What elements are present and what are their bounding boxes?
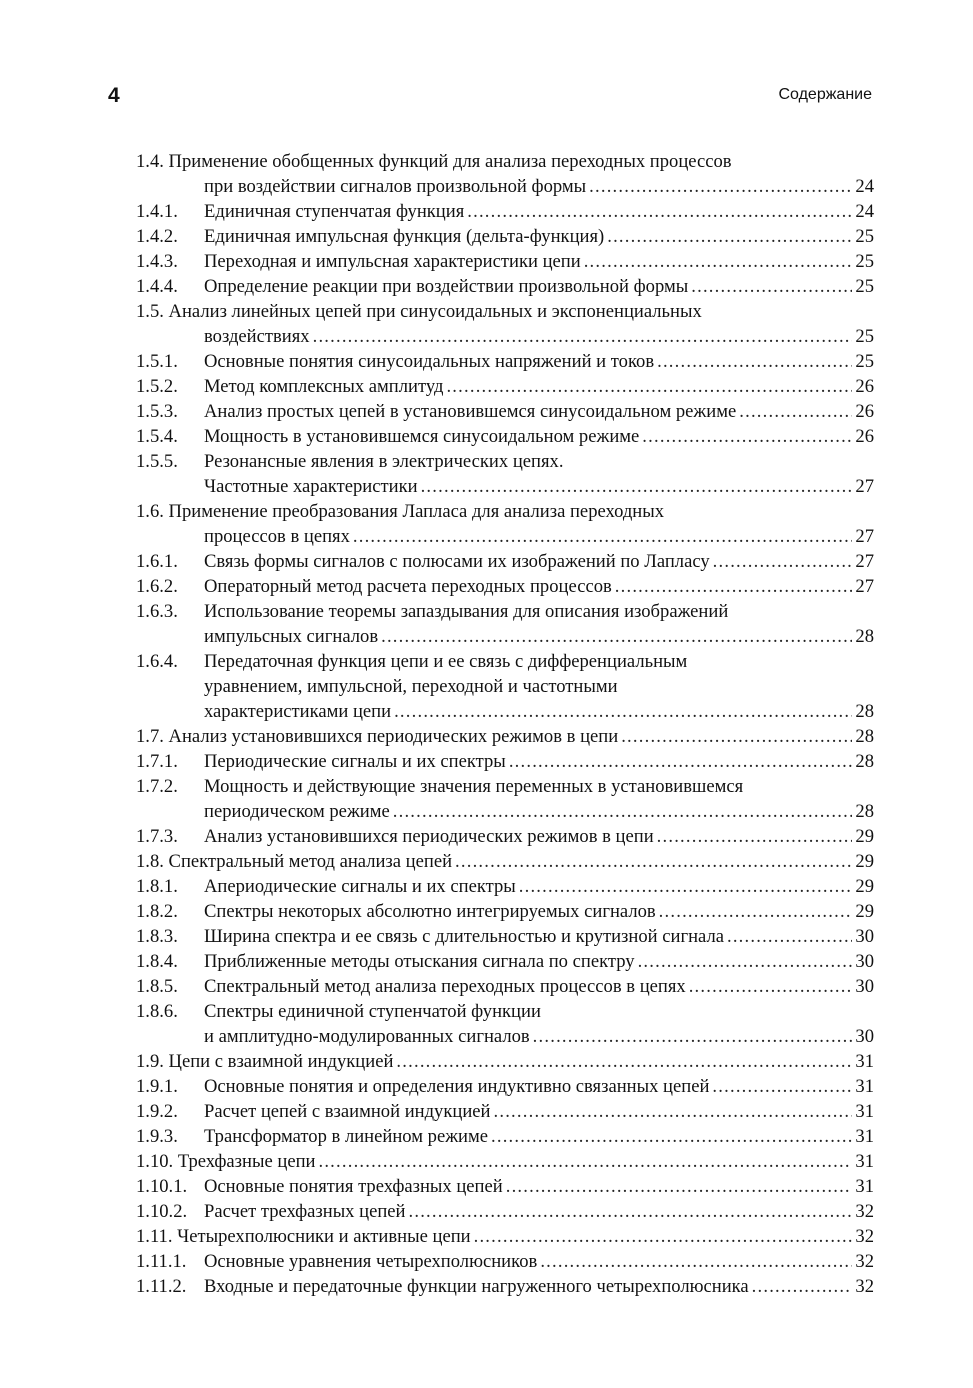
toc-entry [136, 924, 874, 949]
toc-entry [136, 1174, 874, 1199]
toc-entry-title: Мощность в установившемся синусоидальном режиме [204, 426, 640, 447]
toc-entry [136, 274, 874, 299]
toc-entry [136, 524, 874, 549]
dot-leader [409, 1199, 853, 1224]
toc-entry-number: 1.7.2. [136, 776, 178, 797]
toc-entry [136, 1049, 874, 1074]
toc-entry-page: 25 [855, 226, 874, 247]
toc-entry [136, 1099, 874, 1124]
toc-entry-page: 28 [855, 801, 874, 822]
dot-leader [691, 274, 852, 299]
toc-entry-page: 28 [855, 726, 874, 747]
toc-entry-number: 1.10.1. [136, 1176, 188, 1197]
toc-entry [136, 1249, 874, 1274]
toc-entry-page: 27 [855, 476, 874, 497]
toc-entry-title: Основные понятия синусоидальных напряжений и токов [204, 351, 655, 372]
toc-entry [136, 349, 874, 374]
dot-leader [713, 549, 853, 574]
toc-entry [136, 499, 874, 524]
toc-entry-number: 1.11.1. [136, 1251, 187, 1272]
toc-entry-title: Основные понятия трехфазных цепей [204, 1176, 503, 1197]
toc-entry-page: 26 [855, 401, 874, 422]
toc-entry-number: 1.8.6. [136, 1001, 178, 1022]
toc-entry-title: Спектры некоторых абсолютно интегрируемых сигналов [204, 901, 656, 922]
toc-entry [136, 874, 874, 899]
toc-entry [136, 749, 874, 774]
toc-entry-number: 1.4.1. [136, 201, 178, 222]
toc-entry [136, 849, 874, 874]
toc-entry-page: 32 [855, 1276, 874, 1297]
toc-entry-title: периодическом режиме [204, 801, 390, 822]
dot-leader [712, 1074, 852, 1099]
toc-entry-number: 1.11.2. [136, 1276, 187, 1297]
toc-entry [136, 1274, 874, 1299]
dot-leader [509, 749, 853, 774]
toc-entry-title: характеристиками цепи [204, 701, 392, 722]
toc-entry [136, 1124, 874, 1149]
toc-entry-number: 1.5.1. [136, 351, 178, 372]
toc-entry-page: 26 [855, 426, 874, 447]
toc-entry-title: Анализ простых цепей в установившемся синусоидальном режиме [204, 401, 737, 422]
toc-entry-title: Передаточная функция цепи и ее связь с дифференциальным [204, 651, 688, 672]
toc-entry [136, 299, 874, 324]
toc-entry [136, 699, 874, 724]
dot-leader [615, 574, 853, 599]
toc-entry-number: 1.8.4. [136, 951, 178, 972]
dot-leader [621, 724, 852, 749]
toc-entry [136, 149, 874, 174]
toc-entry-title: Расчет цепей с взаимной индукцией [204, 1101, 491, 1122]
toc-entry-page: 29 [855, 826, 874, 847]
toc-entry-page: 25 [855, 351, 874, 372]
dot-leader [446, 374, 852, 399]
toc-entry-title: Приближенные методы отыскания сигнала по спектру [204, 951, 635, 972]
dot-leader [659, 899, 853, 924]
toc-entry-title: Частотные характеристики [204, 476, 418, 497]
toc-entry-title: Спектральный метод анализа переходных процессов в цепях [204, 976, 686, 997]
dot-leader [519, 874, 853, 899]
toc-entry [136, 374, 874, 399]
toc-entry [136, 899, 874, 924]
toc-entry-number: 1.9.2. [136, 1101, 178, 1122]
toc-entry-number: 1.9.1. [136, 1076, 178, 1097]
toc-entry [136, 1074, 874, 1099]
toc-entry-title: 1.4. Применение обобщенных функций для анализа переходных процессов [136, 151, 732, 172]
running-title: Содержание [778, 86, 872, 103]
toc-entry-title: Апериодические сигналы и их спектры [204, 876, 516, 897]
toc-entry-title: и амплитудно-модулированных сигналов [204, 1026, 530, 1047]
toc-entry-number: 1.6.4. [136, 651, 178, 672]
toc-entry-title: 1.9. Цепи с взаимной индукцией [136, 1051, 394, 1072]
toc-entry-title: процессов в цепях [204, 526, 350, 547]
dot-leader [393, 799, 853, 824]
dot-leader [313, 324, 853, 349]
toc-entry-title: Трансформатор в линейном режиме [204, 1126, 489, 1147]
toc-entry-page: 29 [855, 876, 874, 897]
toc-entry-number: 1.4.2. [136, 226, 178, 247]
toc-entry-page: 30 [855, 926, 874, 947]
toc-entry-page: 31 [855, 1101, 874, 1122]
toc-entry-number: 1.5.3. [136, 401, 178, 422]
dot-leader [739, 399, 852, 424]
toc-entry-title: 1.8. Спектральный метод анализа цепей [136, 851, 453, 872]
dot-leader [421, 474, 853, 499]
dot-leader [533, 1024, 853, 1049]
toc-entry [136, 399, 874, 424]
toc-entry [136, 1199, 874, 1224]
toc-entry-page: 25 [855, 276, 874, 297]
toc-entry [136, 549, 874, 574]
dot-leader [396, 1049, 852, 1074]
toc-entry [136, 774, 874, 799]
toc-entry-page: 24 [855, 176, 874, 197]
toc-entry-number: 1.5.5. [136, 451, 178, 472]
toc-entry [136, 174, 874, 199]
dot-leader [318, 1149, 852, 1174]
toc-entry-number: 1.8.2. [136, 901, 178, 922]
dot-leader [455, 849, 852, 874]
toc-entry [136, 1149, 874, 1174]
toc-entry-number: 1.6.3. [136, 601, 178, 622]
dot-leader [467, 199, 852, 224]
toc-entry [136, 949, 874, 974]
dot-leader [727, 924, 852, 949]
dot-leader [657, 824, 853, 849]
toc-entry-number: 1.5.2. [136, 376, 178, 397]
dot-leader [657, 349, 852, 374]
toc-entry-title: 1.11. Четырехполюсники и активные цепи [136, 1226, 471, 1247]
dot-leader [584, 249, 853, 274]
toc-entry [136, 474, 874, 499]
toc-entry-number: 1.4.4. [136, 276, 178, 297]
toc-entry-page: 32 [855, 1251, 874, 1272]
toc-entry-title: Резонансные явления в электрических цепях. [204, 451, 564, 472]
toc-entry-page: 27 [855, 576, 874, 597]
toc-entry [136, 1024, 874, 1049]
toc-entry-page: 30 [855, 976, 874, 997]
toc-entry [136, 649, 874, 674]
toc-entry-title: Основные понятия и определения индуктивно связанных цепей [204, 1076, 710, 1097]
toc-entry-number: 1.6.1. [136, 551, 178, 572]
toc-entry-title: Связь формы сигналов с полюсами их изображений по Лапласу [204, 551, 710, 572]
toc-entry-title: Расчет трехфазных цепей [204, 1201, 406, 1222]
toc-entry [136, 999, 874, 1024]
table-of-contents [136, 149, 874, 1299]
toc-entry [136, 574, 874, 599]
toc-entry-page: 28 [855, 751, 874, 772]
toc-entry [136, 249, 874, 274]
toc-entry-title: Метод комплексных амплитуд [204, 376, 444, 397]
toc-entry [136, 799, 874, 824]
dot-leader [381, 624, 852, 649]
toc-entry-title: Единичная ступенчатая функция [204, 201, 465, 222]
toc-entry-title: 1.5. Анализ линейных цепей при синусоидальных и экспоненциальных [136, 301, 702, 322]
toc-entry-number: 1.5.4. [136, 426, 178, 447]
toc-entry-number: 1.4.3. [136, 251, 178, 272]
dot-leader [638, 949, 853, 974]
toc-entry-number: 1.9.3. [136, 1126, 178, 1147]
toc-entry [136, 199, 874, 224]
toc-entry-number: 1.8.3. [136, 926, 178, 947]
toc-entry-page: 28 [855, 626, 874, 647]
toc-entry-title: Единичная импульсная функция (дельта-функция) [204, 226, 605, 247]
toc-entry-title: Операторный метод расчета переходных процессов [204, 576, 612, 597]
toc-entry-number: 1.7.3. [136, 826, 178, 847]
toc-entry-title: Мощность и действующие значения переменных в установившемся [204, 776, 744, 797]
toc-entry-number: 1.8.1. [136, 876, 178, 897]
toc-entry-page: 30 [855, 951, 874, 972]
toc-entry-page: 32 [855, 1201, 874, 1222]
toc-entry [136, 324, 874, 349]
toc-entry-page: 26 [855, 376, 874, 397]
toc-entry [136, 599, 874, 624]
toc-entry-page: 28 [855, 701, 874, 722]
toc-entry-page: 31 [855, 1126, 874, 1147]
dot-leader [752, 1274, 853, 1299]
toc-entry-title: 1.6. Применение преобразования Лапласа для анализа переходных [136, 501, 665, 522]
page-number: 4 [108, 84, 120, 107]
toc-entry-page: 29 [855, 901, 874, 922]
toc-entry [136, 449, 874, 474]
toc-entry-title: при воздействии сигналов произвольной формы [204, 176, 587, 197]
toc-entry-page: 30 [855, 1026, 874, 1047]
toc-entry-title: Использование теоремы запаздывания для описания изображений [204, 601, 729, 622]
toc-entry-title: Периодические сигналы и их спектры [204, 751, 506, 772]
toc-entry-number: 1.6.2. [136, 576, 178, 597]
toc-entry [136, 974, 874, 999]
toc-entry-title: Основные уравнения четырехполюсников [204, 1251, 538, 1272]
toc-entry-title: Определение реакции при воздействии произвольной формы [204, 276, 689, 297]
toc-entry-number: 1.8.5. [136, 976, 178, 997]
toc-entry [136, 624, 874, 649]
toc-entry-page: 27 [855, 551, 874, 572]
toc-entry-page: 31 [855, 1051, 874, 1072]
toc-entry [136, 224, 874, 249]
toc-entry-page: 25 [855, 251, 874, 272]
dot-leader [689, 974, 853, 999]
dot-leader [394, 699, 852, 724]
toc-entry-page: 29 [855, 851, 874, 872]
toc-entry-number: 1.10.2. [136, 1201, 188, 1222]
toc-entry-page: 24 [855, 201, 874, 222]
dot-leader [540, 1249, 852, 1274]
toc-entry [136, 674, 874, 699]
dot-leader [506, 1174, 853, 1199]
dot-leader [589, 174, 852, 199]
toc-entry [136, 1224, 874, 1249]
toc-entry-number: 1.7.1. [136, 751, 178, 772]
dot-leader [353, 524, 853, 549]
toc-entry-title: Анализ установившихся периодических режимов в цепи [204, 826, 654, 847]
toc-entry-page: 32 [855, 1226, 874, 1247]
dot-leader [642, 424, 852, 449]
toc-entry-title: уравнением, импульсной, переходной и частотными [204, 676, 618, 697]
toc-entry-title: Спектры единичной ступенчатой функции [204, 1001, 541, 1022]
dot-leader [474, 1224, 853, 1249]
toc-entry-page: 27 [855, 526, 874, 547]
toc-entry-page: 31 [855, 1076, 874, 1097]
toc-entry-page: 25 [855, 326, 874, 347]
dot-leader [607, 224, 852, 249]
dot-leader [494, 1099, 853, 1124]
dot-leader [491, 1124, 852, 1149]
toc-entry-title: Ширина спектра и ее связь с длительностью и крутизной сигнала [204, 926, 724, 947]
toc-entry-title: Входные и передаточные функции нагруженного четырехполюсника [204, 1276, 749, 1297]
toc-entry-page: 31 [855, 1176, 874, 1197]
toc-entry-title: воздействиях [204, 326, 310, 347]
toc-entry-title: 1.7. Анализ установившихся периодических режимов в цепи [136, 726, 619, 747]
toc-entry-title: импульсных сигналов [204, 626, 379, 647]
toc-entry-title: 1.10. Трехфазные цепи [136, 1151, 316, 1172]
toc-entry-page: 31 [855, 1151, 874, 1172]
toc-entry [136, 724, 874, 749]
toc-entry [136, 824, 874, 849]
toc-entry [136, 424, 874, 449]
toc-entry-title: Переходная и импульсная характеристики цепи [204, 251, 581, 272]
